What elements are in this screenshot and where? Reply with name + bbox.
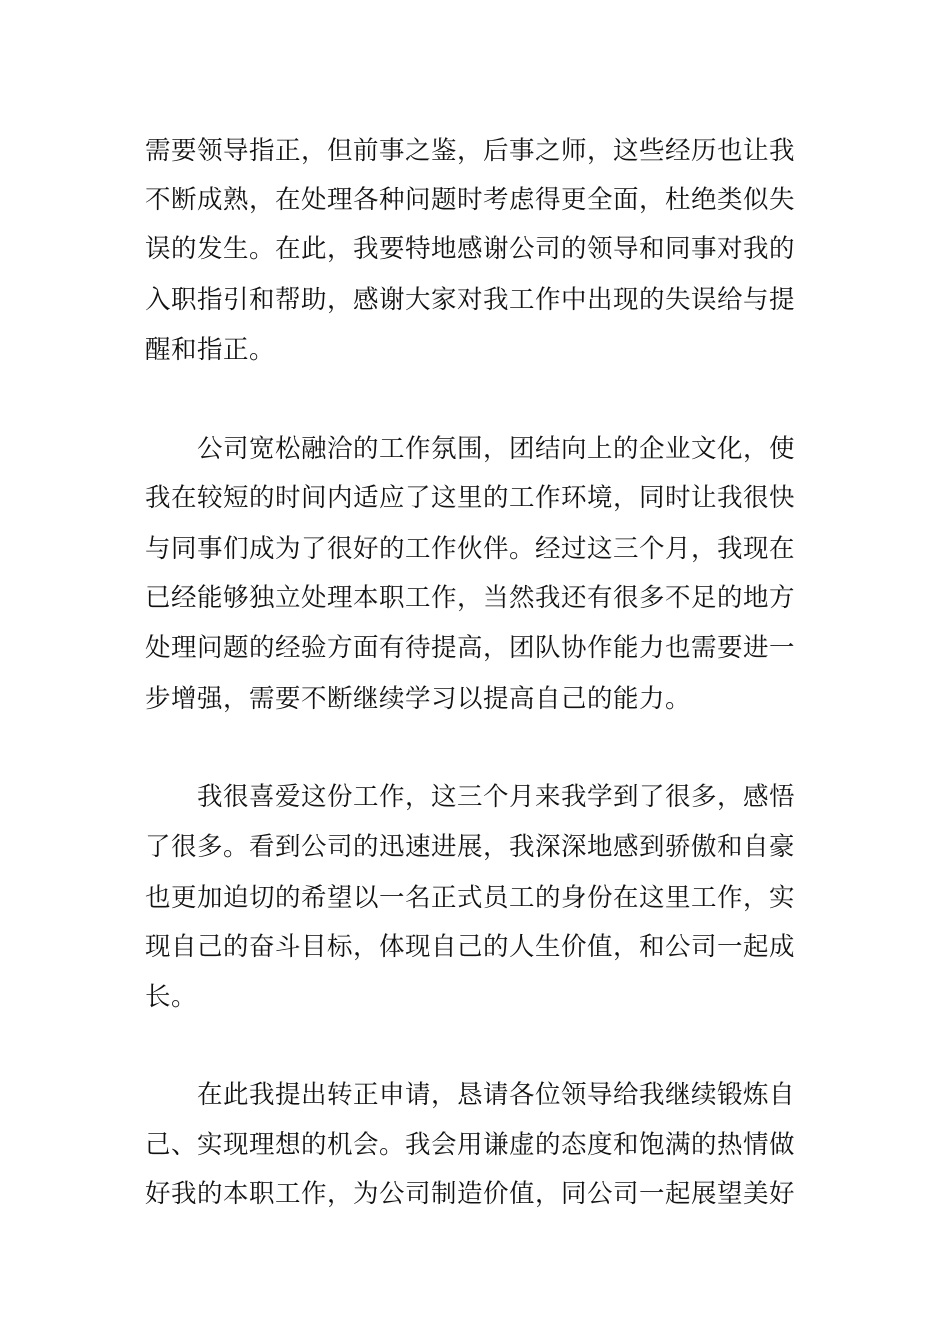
text-line: 在此我提出转正申请，恳请各位领导给我继续锻炼自 [197, 1080, 796, 1110]
text-line: 也更加迫切的希望以一名正式员工的身份在这里工作，实 [145, 883, 796, 913]
text-line: 需要领导指正，但前事之鉴，后事之师，这些经历也让我 [145, 136, 796, 166]
text-line: 长。 [145, 982, 198, 1012]
text-line: 我在较短的时间内适应了这里的工作环境，同时让我很快 [145, 483, 796, 513]
text-line: 公司宽松融洽的工作氛围，团结向上的企业文化，使 [197, 434, 796, 464]
text-line: 了很多。看到公司的迅速进展，我深深地感到骄傲和自豪 [145, 832, 796, 862]
text-line: 已经能够独立处理本职工作，当然我还有很多不足的地方 [145, 583, 796, 613]
text-line: 好我的本职工作，为公司制造价值，同公司一起展望美好 [145, 1179, 796, 1209]
text-line: 步增强，需要不断继续学习以提高自己的能力。 [145, 684, 692, 714]
text-line: 不断成熟，在处理各种问题时考虑得更全面，杜绝类似失 [145, 185, 796, 215]
text-line: 入职指引和帮助，感谢大家对我工作中出现的失误给与提 [145, 285, 796, 315]
text-line: 处理问题的经验方面有待提高，团队协作能力也需要进一 [145, 633, 796, 663]
text-line: 我很喜爱这份工作，这三个月来我学到了很多，感悟 [197, 782, 796, 812]
text-line: 与同事们成为了很好的工作伙伴。经过这三个月，我现在 [145, 534, 796, 564]
text-line: 误的发生。在此，我要特地感谢公司的领导和同事对我的 [145, 234, 796, 264]
text-line: 醒和指正。 [145, 335, 276, 365]
text-line: 现自己的奋斗目标，体现自己的人生价值，和公司一起成 [145, 932, 796, 962]
text-line: 己、实现理想的机会。我会用谦虚的态度和饱满的热情做 [145, 1130, 796, 1160]
